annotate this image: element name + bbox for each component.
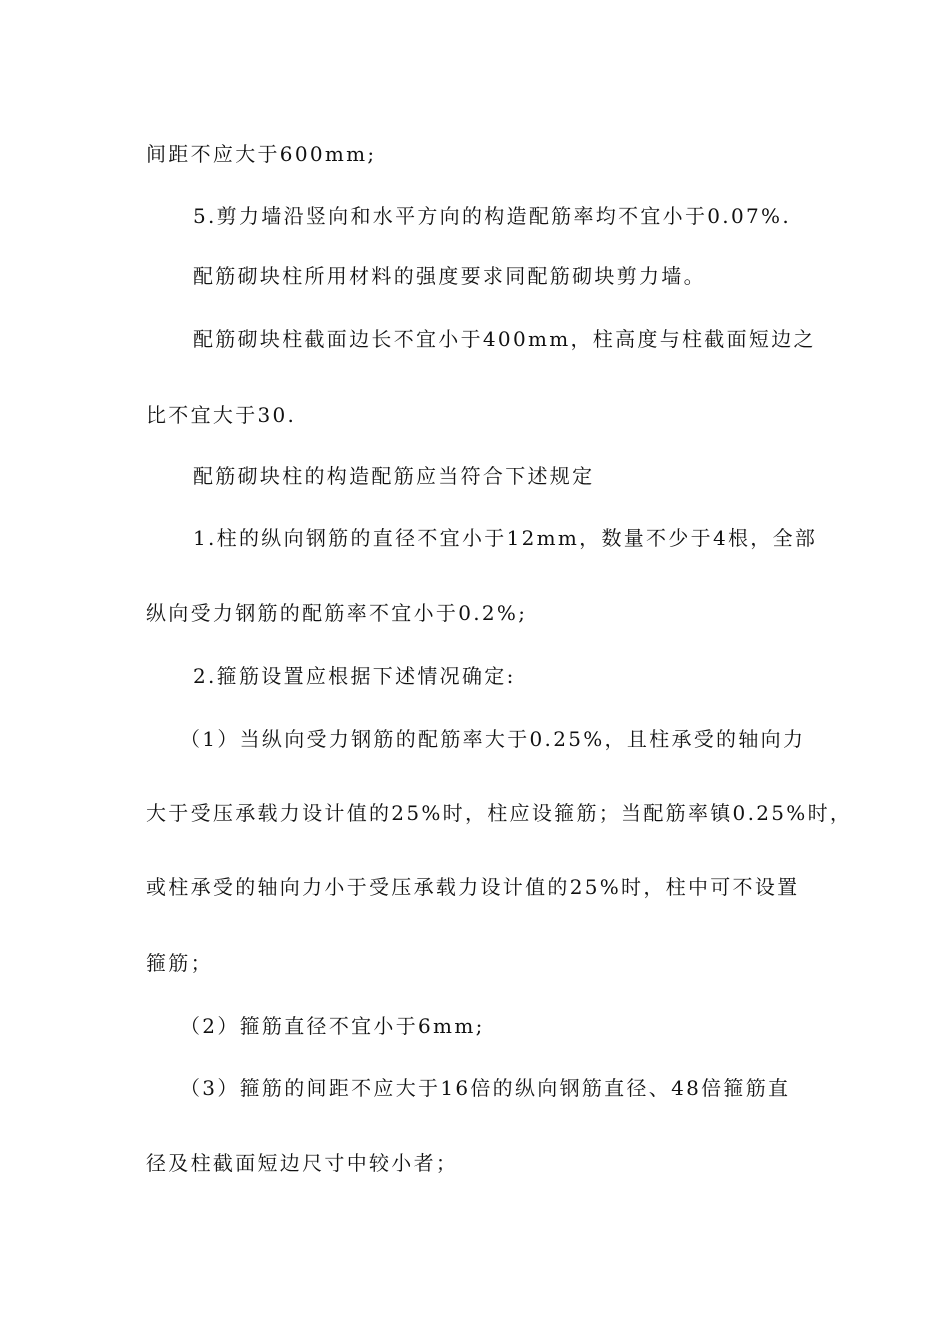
text-line: （3）箍筋的间距不应大于16倍的纵向钢筋直径、48倍箍筋直 — [180, 1076, 791, 1100]
text-line: （2）箍筋直径不宜小于6mm; — [180, 1014, 485, 1038]
text-line: 纵向受力钢筋的配筋率不宜小于0.2%; — [146, 601, 528, 625]
text-line: 配筋砌块柱截面边长不宜小于400mm，柱高度与柱截面短边之 — [193, 327, 816, 351]
text-line: 间距不应大于600mm; — [146, 142, 377, 166]
text-line: 配筋砌块柱所用材料的强度要求同配筋砌块剪力墙。 — [193, 264, 706, 288]
text-line: （1）当纵向受力钢筋的配筋率大于0.25%，且柱承受的轴向力 — [180, 727, 806, 751]
text-line: 或柱承受的轴向力小于受压承载力设计值的25%时，柱中可不设置 — [146, 875, 800, 899]
text-line: 配筋砌块柱的构造配筋应当符合下述规定 — [193, 464, 595, 488]
text-line: 5.剪力墙沿竖向和水平方向的构造配筋率均不宜小于0.07%. — [193, 204, 791, 228]
text-line: 径及柱截面短边尺寸中较小者； — [146, 1151, 459, 1175]
text-line: 比不宜大于30. — [146, 403, 297, 427]
text-line: 2.箍筋设置应根据下述情况确定: — [193, 664, 516, 688]
text-line: 1.柱的纵向钢筋的直径不宜小于12mm，数量不少于4根，全部 — [193, 526, 818, 550]
text-line: 大于受压承载力设计值的25%时，柱应设箍筋；当配筋率镇0.25%时， — [146, 801, 853, 825]
text-line: 箍筋； — [146, 951, 213, 975]
